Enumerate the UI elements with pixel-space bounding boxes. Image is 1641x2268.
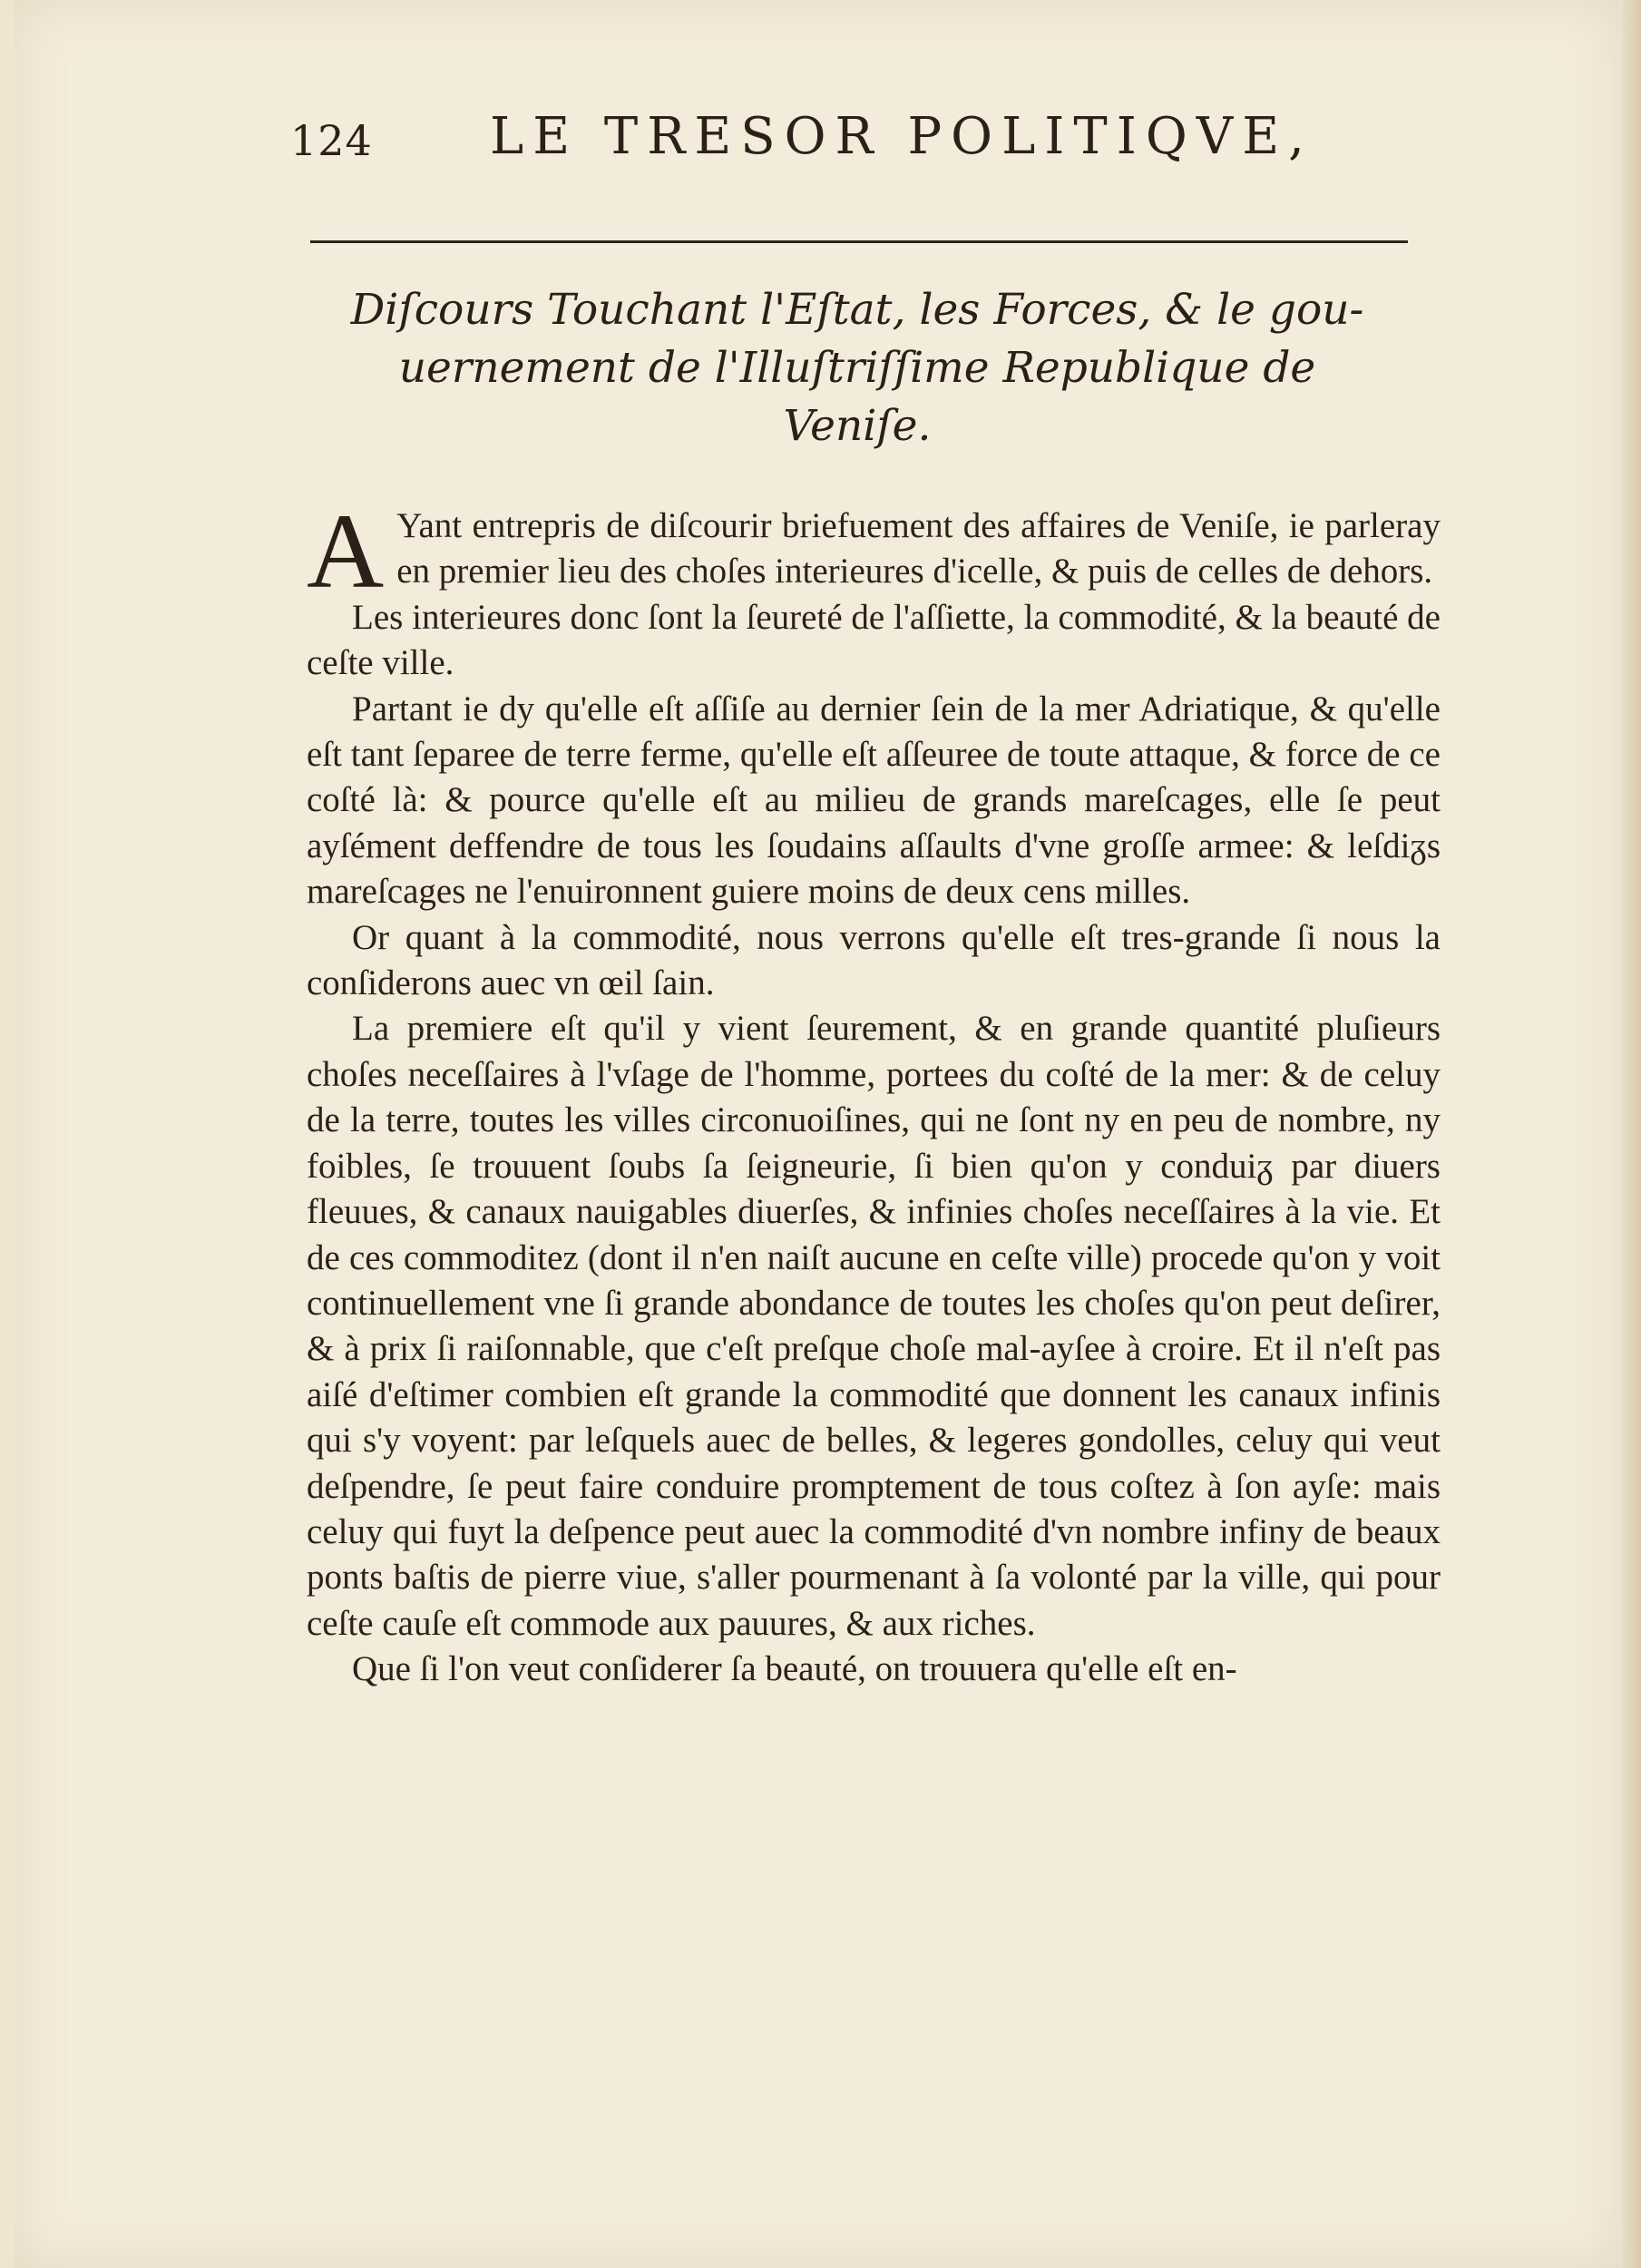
paragraph-text: Yant entrepris de diſcourir briefuement des affaires de Veniſe, ie parleray en premier lieu des choſes interieures d'icelle, & puis de celles de dehors. xyxy=(396,506,1441,591)
body-text xyxy=(307,492,1441,1693)
paragraph xyxy=(307,492,1441,611)
page-number: 124 xyxy=(290,116,373,165)
paragraph: Partant ie dy qu'elle eſt aſſiſe au dernier ſein de la mer Adriatique, & qu'elle eſt tant ſeparee de terre ferme, qu'elle eſt aſſeuree de toute attaque, & force de ce coſté là: & pource qu'elle eſt au milieu de grands mareſcages, elle ſe peut ayſément deffendre de tous les ſoudains aſſaults d'vne groſſe armee: & leſdiᵹs mareſcages ne l'enuironnent guiere moins de deux cens milles. xyxy=(307,689,1441,912)
paragraph: Que ſi l'on veut conſiderer ſa beauté, on trouuera qu'elle eſt en- xyxy=(352,1649,1237,1689)
chapter-title-line-3: Veniſe. xyxy=(783,401,932,451)
paragraph: Or quant à la commodité, nous verrons qu'elle eſt tres-grande ſi nous la conſiderons auec vn œil ſain. xyxy=(307,917,1441,1003)
paragraph: La premiere eſt qu'il y vient ſeurement, & en grande quantité pluſieurs choſes neceſſaires à l'vſage de l'homme, portees du coſté de la mer: & de celuy de la terre, toutes les villes circonuoiſines, qui ne ſont ny en peu de nombre, ny foibles, ſe trouuent ſoubs ſa ſeigneurie, ſi bien qu'on y conduiᵹ par diuers fleuues, & canaux nauigables diuerſes, & infinies choſes neceſſaires à la vie. Et de ces commoditez (dont il n'en naiſt aucune en ceſte ville) procede qu'on y voit continuellement vne ſi grande abondance de toutes les choſes qu'on peut deſirer, & à prix ſi raiſonnable, que c'eſt preſque choſe mal-ayſee à croire. Et il n'eſt pas aiſé d'eſtimer combien eſt grande la commodité que donnent les canaux infinis qui s'y voyent: par leſquels auec de belles, & legeres gondolles, celuy qui veut deſpendre, ſe peut faire conduire promptement de tous coſtez à ſon ayſe: mais celuy qui fuyt la deſpence peut auec la commodité d'vn nombre infiny de beaux ponts baſtis de pierre viue, s'aller pourmenant à ſa volonté par la ville, qui pour ceſte cauſe eſt commode aux pauures, & aux riches. xyxy=(307,1009,1441,1643)
running-title: LE TRESOR POLITIQVE, xyxy=(490,107,1314,166)
drop-cap: A xyxy=(307,492,385,611)
chapter-title-line-2: uernement de l'Illuſtriſſime Republique de xyxy=(398,343,1316,393)
paragraph: Les interieures donc ſont la ſeureté de l'aſſiette, la commodité, & la beauté de ceſte ville. xyxy=(307,597,1441,683)
chapter-title-line-1: Diſcours Touchant l'Eſtat, les Forces, & le gou- xyxy=(350,285,1364,335)
header-rule xyxy=(310,240,1408,243)
chapter-title xyxy=(317,281,1397,455)
page-edge xyxy=(1621,0,1641,2268)
